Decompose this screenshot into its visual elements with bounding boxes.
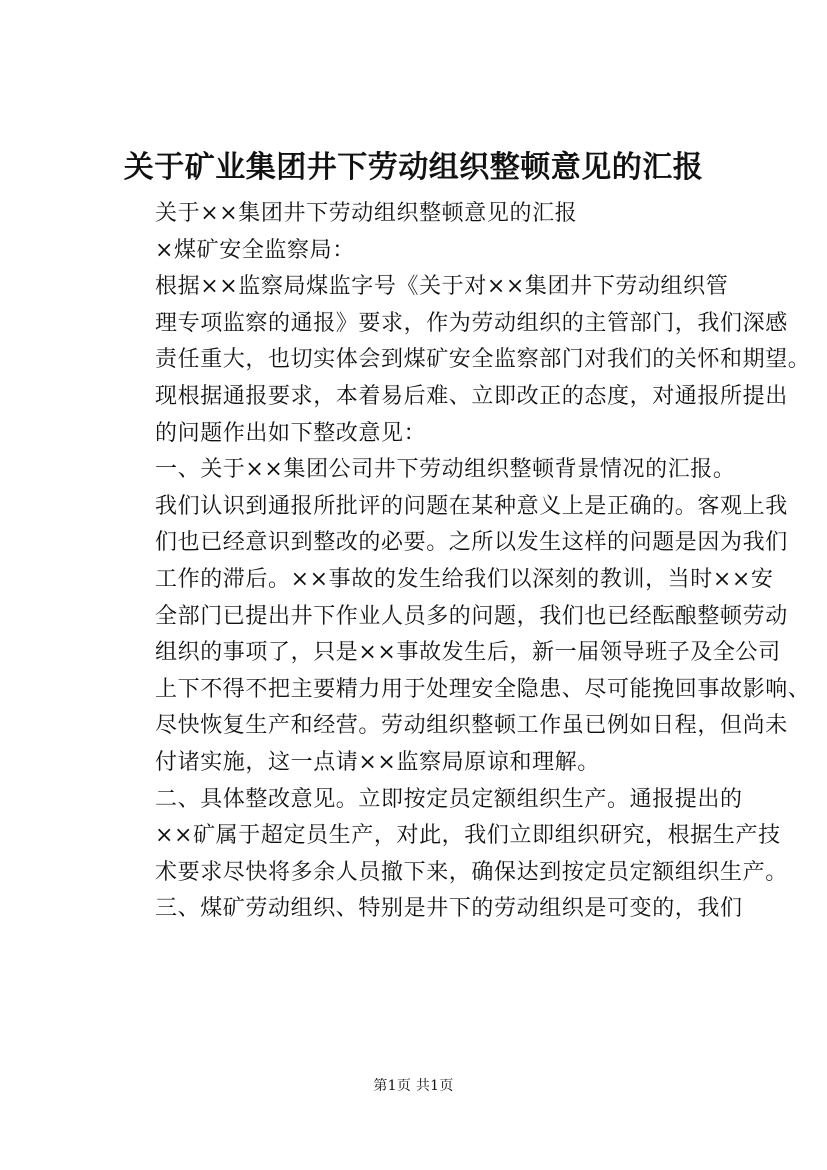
text-line: 们也已经意识到整改的必要。之所以发生这样的问题是因为我们	[155, 530, 788, 556]
text-line: 二、具体整改意见。立即按定员定额组织生产。通报提出的	[155, 786, 743, 812]
page-footer: 第1页 共1页	[373, 1078, 454, 1094]
body-paragraph	[111, 452, 811, 781]
text-line: 上下不得不把主要精力用于处理安全隐患、尽可能挽回事故影响、	[155, 676, 811, 702]
subtitle-paragraph	[111, 196, 751, 233]
text-line: 责任重大，也切实体会到煤矿安全监察部门对我们的关怀和期望。	[155, 347, 811, 373]
body-paragraph	[111, 891, 751, 928]
text-line: 我们认识到通报所批评的问题在某种意义上是正确的。客观上我	[155, 493, 788, 519]
salutation-paragraph	[111, 233, 751, 270]
text-line: 全部门已提出井下作业人员多的问题，我们也已经酝酿整顿劳动	[155, 603, 788, 629]
text-line: ×煤矿安全监察局：	[155, 237, 355, 263]
text-line: 的问题作出如下整改意见：	[155, 420, 427, 446]
body-paragraph	[111, 782, 788, 892]
text-line: 关于××集团井下劳动组织整顿意见的汇报	[155, 201, 578, 226]
text-line: 工作的滞后。××事故的发生给我们以深刻的教训，当时××安	[155, 566, 774, 592]
text-line: ××矿属于超定员生产，对此，我们立即组织研究，根据生产技	[155, 823, 781, 849]
document-title: 关于矿业集团井下劳动组织整顿意见的汇报	[123, 150, 704, 185]
text-line: 一、关于××集团公司井下劳动组织整顿背景情况的汇报。	[155, 457, 736, 483]
text-line: 组织的事项了，只是××事故发生后，新一届领导班子及全公司	[155, 640, 781, 666]
text-line: 付诸实施，这一点请××监察局原谅和理解。	[155, 749, 600, 775]
document-body	[111, 196, 811, 928]
text-line: 术要求尽快将多余人员撤下来，确保达到按定员定额组织生产。	[155, 859, 788, 885]
text-line: 尽快恢复生产和经营。劳动组织整顿工作虽已例如日程，但尚未	[155, 713, 788, 739]
text-line: 理专项监察的通报》要求，作为劳动组织的主管部门，我们深感	[155, 310, 788, 336]
text-line: 三、煤矿劳动组织、特别是井下的劳动组织是可变的，我们	[155, 896, 743, 922]
body-paragraph	[111, 269, 811, 452]
text-line: 现根据通报要求，本着易后难、立即改正的态度，对通报所提出	[155, 383, 788, 409]
text-line: 根据××监察局煤监字号《关于对××集团井下劳动组织管	[155, 274, 729, 300]
